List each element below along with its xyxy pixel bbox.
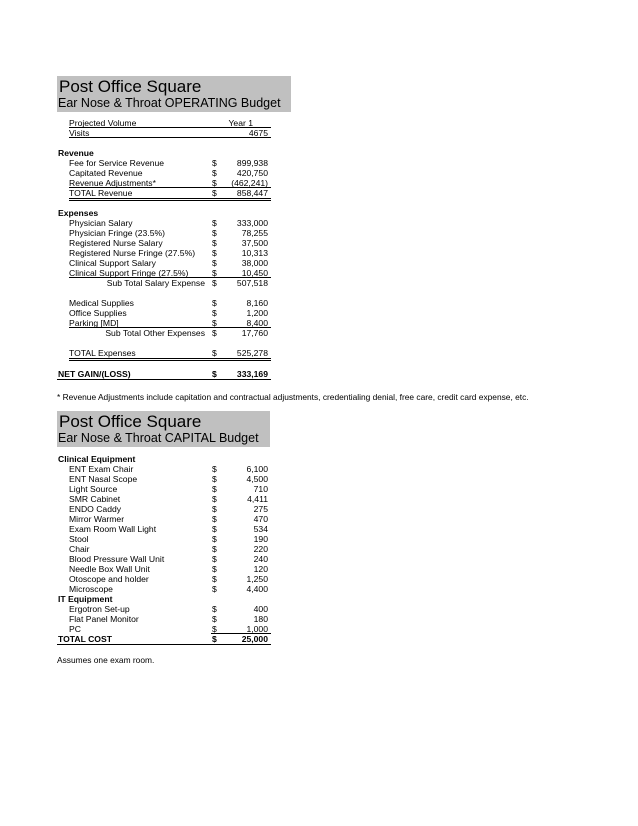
line-item-currency: $ [212,564,217,574]
line-item-row [57,228,271,238]
line-item-value: 8,160 [246,298,268,308]
salary-subtotal-row [57,278,271,288]
line-item-label: Physician Salary [69,218,133,228]
it-equipment-heading: IT Equipment [58,594,113,604]
line-item-value: 899,938 [236,158,268,168]
line-item-row [57,474,271,484]
line-item-row [57,464,271,474]
revenue-heading-row [57,148,271,158]
line-item-value: 78,255 [241,228,268,238]
line-item-row [57,484,271,494]
line-item-row [57,178,271,188]
line-item-row [57,514,271,524]
visits-label: Visits [69,128,90,138]
line-item-row [57,258,271,268]
line-item-label: Light Source [69,484,118,494]
line-item-value: 8,400 [246,318,268,328]
total-revenue-label: TOTAL Revenue [69,188,133,198]
line-item-value: 38,000 [241,258,268,268]
line-item-label: SMR Cabinet [69,494,121,504]
line-item-row [57,218,271,228]
line-item-currency: $ [212,308,217,318]
expenses-heading-row [57,208,271,218]
operating-header [57,76,291,112]
line-item-currency: $ [212,554,217,564]
net-gain-row [57,369,271,380]
line-item-currency: $ [212,158,217,168]
line-item-value: 420,750 [236,168,268,178]
total-cost-label: TOTAL COST [58,634,112,644]
total-revenue-double-underline [69,198,271,201]
line-item-label: Blood Pressure Wall Unit [69,554,165,564]
line-item-label: Parking [MD] [69,318,119,328]
line-item-label: Office Supplies [69,308,127,318]
clinical-equipment-rows [57,464,271,594]
line-item-label: ENDO Caddy [69,504,122,514]
line-item-currency: $ [212,614,217,624]
clinical-equipment-heading: Clinical Equipment [58,454,136,464]
capital-budget-table [57,454,271,645]
capital-header-subtitle: Ear Nose & Throat CAPITAL Budget [58,431,259,445]
line-item-currency: $ [212,534,217,544]
line-item-label: Otoscope and holder [69,574,149,584]
line-item-row [57,584,271,594]
capital-header [57,411,270,447]
line-item-row [57,544,271,554]
line-item-label: Clinical Support Fringe (27.5%) [69,268,189,278]
line-item-currency: $ [212,218,217,228]
net-gain-currency: $ [212,369,217,379]
line-item-value: 333,000 [236,218,268,228]
line-item-value: 240 [253,554,268,564]
total-expenses-double-underline [69,358,271,361]
line-item-label: Stool [69,534,89,544]
line-item-currency: $ [212,248,217,258]
total-revenue-row [57,188,271,198]
salary-subtotal-value: 507,518 [236,278,268,288]
line-item-currency: $ [212,228,217,238]
expenses-heading: Expenses [58,208,99,218]
line-item-row [57,554,271,564]
line-item-currency: $ [212,484,217,494]
line-item-value: 10,450 [241,268,268,278]
line-item-value: 1,250 [246,574,268,584]
total-cost-row [57,634,271,645]
line-item-value: 4,411 [247,494,268,504]
it-equipment-heading-row [57,594,271,604]
line-item-currency: $ [212,544,217,554]
net-gain-label: NET GAIN/(LOSS) [58,369,131,379]
other-subtotal-row [57,328,271,338]
other-subtotal-value: 17,760 [241,328,268,338]
clinical-equipment-heading-row [57,454,271,464]
line-item-currency: $ [212,524,217,534]
salary-subtotal-currency: $ [212,278,217,288]
line-item-value: 1,200 [246,308,268,318]
line-item-value: 220 [253,544,268,554]
line-item-row [57,564,271,574]
line-item-currency: $ [212,574,217,584]
line-item-label: Fee for Service Revenue [69,158,165,168]
projected-volume-row [57,118,271,128]
operating-header-subtitle: Ear Nose & Throat OPERATING Budget [58,96,281,110]
total-revenue-value: 858,447 [236,188,268,198]
salary-subtotal-label: Sub Total Salary Expense [106,278,205,288]
line-item-label: Flat Panel Monitor [69,614,139,624]
line-item-value: 1,000 [246,624,268,634]
total-cost-currency: $ [212,634,217,644]
line-item-currency: $ [212,258,217,268]
visits-value: 4675 [248,128,268,138]
total-cost-value: 25,000 [241,634,268,644]
line-item-currency: $ [212,474,217,484]
line-item-currency: $ [212,178,217,188]
line-item-row [57,318,271,328]
total-expenses-label: TOTAL Expenses [69,348,136,358]
capital-header-title: Post Office Square [59,412,202,431]
exam-room-note: Assumes one exam room. [57,655,155,665]
line-item-row [57,614,271,624]
line-item-label: Exam Room Wall Light [69,524,157,534]
line-item-currency: $ [212,238,217,248]
line-item-value: 275 [253,504,268,514]
line-item-currency: $ [212,604,217,614]
line-item-label: ENT Exam Chair [69,464,134,474]
line-item-value: 37,500 [241,238,268,248]
other-subtotal-label: Sub Total Other Expenses [105,328,205,338]
projected-volume-label: Projected Volume [69,118,137,128]
net-gain-value: 333,169 [236,369,268,379]
line-item-label: Capitated Revenue [69,168,143,178]
total-expenses-row [57,348,271,358]
line-item-row [57,238,271,248]
it-equipment-rows [57,604,271,634]
line-item-value: 6,100 [246,464,268,474]
line-item-currency: $ [212,494,217,504]
line-item-label: Needle Box Wall Unit [69,564,150,574]
line-item-currency: $ [212,318,217,328]
visits-underline [69,137,271,138]
line-item-value: 180 [253,614,268,624]
line-item-row [57,574,271,584]
line-item-value: 534 [253,524,268,534]
revenue-heading: Revenue [58,148,94,158]
line-item-currency: $ [212,464,217,474]
line-item-value: 400 [253,604,268,614]
line-item-currency: $ [212,298,217,308]
line-item-currency: $ [212,268,217,278]
line-item-row [57,524,271,534]
line-item-row [57,504,271,514]
total-revenue-currency: $ [212,188,217,198]
line-item-label: Ergotron Set-up [69,604,130,614]
line-item-value: 710 [253,484,268,494]
line-item-row [57,268,271,278]
line-item-label: Physician Fringe (23.5%) [69,228,166,238]
line-item-row [57,534,271,544]
line-item-label: Revenue Adjustments* [69,178,156,188]
line-item-value: 120 [253,564,268,574]
line-item-currency: $ [212,584,217,594]
line-item-value: 4,400 [246,584,268,594]
operating-budget-table [57,118,271,380]
line-item-value: (462,241) [231,178,268,188]
line-item-row [57,308,271,318]
line-item-label: Medical Supplies [69,298,134,308]
salary-rows [57,218,271,278]
year-label: Year 1 [228,118,253,128]
line-item-currency: $ [212,168,217,178]
line-item-row [57,298,271,308]
revenue-adjustment-footnote: * Revenue Adjustments include capitation and contractual adjustments, credentialing denial, free care, credit card expense, etc. [57,392,529,402]
line-item-label: PC [69,624,81,634]
other-subtotal-currency: $ [212,328,217,338]
line-item-label: Registered Nurse Fringe (27.5%) [69,248,196,258]
line-item-currency: $ [212,514,217,524]
line-item-value: 190 [253,534,268,544]
line-item-row [57,158,271,168]
line-item-row [57,494,271,504]
other-expense-rows [57,298,271,328]
line-item-label: ENT Nasal Scope [69,474,138,484]
line-item-currency: $ [212,504,217,514]
line-item-row [57,624,271,634]
line-item-label: Clinical Support Salary [69,258,156,268]
line-item-label: Registered Nurse Salary [69,238,163,248]
line-item-value: 470 [253,514,268,524]
line-item-label: Microscope [69,584,113,594]
total-expenses-currency: $ [212,348,217,358]
line-item-label: Mirror Warmer [69,514,125,524]
line-item-row [57,248,271,258]
line-item-row [57,168,271,178]
line-item-label: Chair [69,544,90,554]
line-item-value: 4,500 [246,474,268,484]
line-item-currency: $ [212,624,217,634]
total-expenses-value: 525,278 [236,348,268,358]
visits-row [57,128,271,138]
line-item-value: 10,313 [241,248,268,258]
revenue-rows [57,158,271,188]
operating-header-title: Post Office Square [59,77,202,96]
line-item-row [57,604,271,614]
